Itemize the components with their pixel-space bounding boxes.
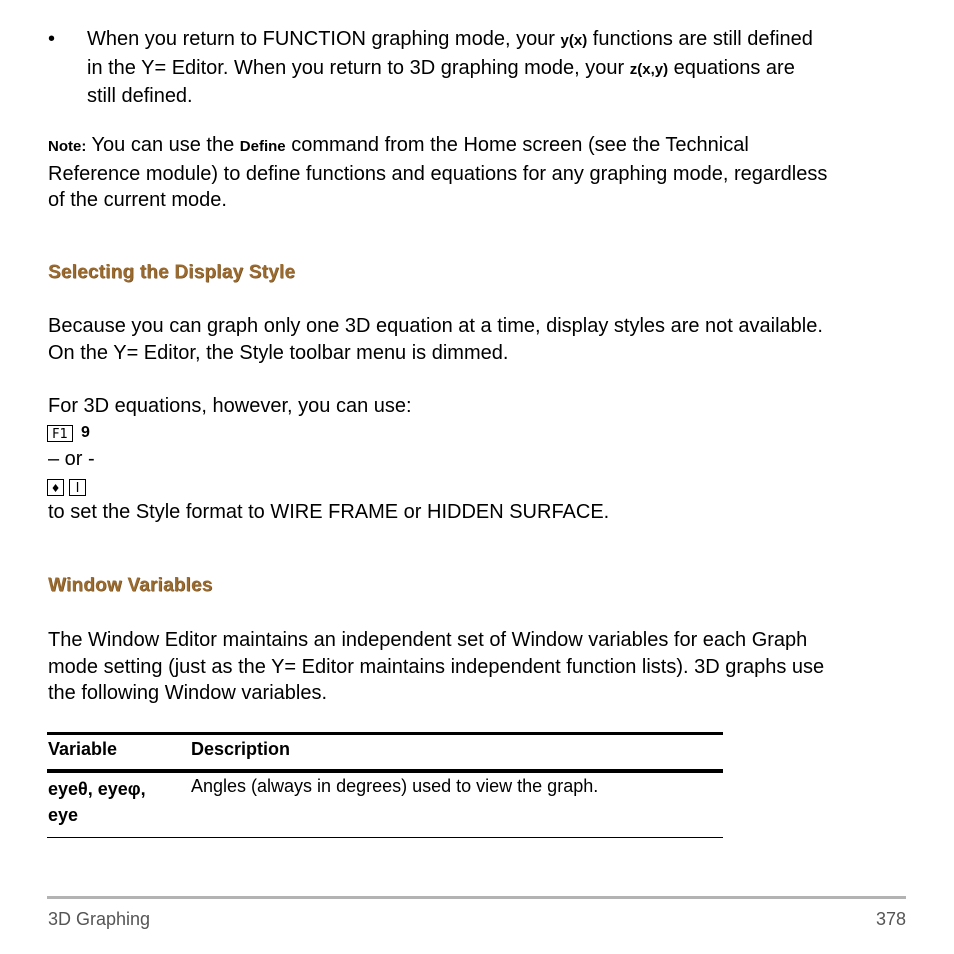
note-text: command from the Home screen (see the Technical xyxy=(285,134,749,156)
section-heading-window-variables: Window Variables xyxy=(48,575,213,596)
bullet-line-1 xyxy=(87,26,917,55)
footer-rule xyxy=(47,896,906,899)
use-intro: For 3D equations, however, you can use: xyxy=(48,395,412,417)
bullet-marker: • xyxy=(48,28,56,50)
note-line-2: Reference module) to define functions and equations for any graphing mode, regardless xyxy=(48,162,828,185)
key-9: 9 xyxy=(81,424,90,441)
f1-key-icon: F1 xyxy=(47,425,73,442)
bullet-text: When you return to FUNCTION graphing mode, your xyxy=(87,28,561,50)
bullet-line-3: still defined. xyxy=(87,85,193,107)
table-cell-variable xyxy=(48,776,183,828)
table-cell-description: Angles (always in degrees) used to view the graph. xyxy=(191,776,599,796)
footer-section-title: 3D Graphing xyxy=(48,909,151,929)
set-style-text: to set the Style format to WIRE FRAME or HIDDEN SURFACE. xyxy=(48,501,610,523)
display-style-line-2: On the Y= Editor, the Style toolbar menu is dimmed. xyxy=(48,341,509,364)
table-header-description: Description xyxy=(191,739,291,759)
variable-eye: eye xyxy=(48,805,79,825)
diamond-key-icon: ♦ xyxy=(47,479,64,496)
display-style-paragraph xyxy=(48,313,928,366)
bullet-text: equations are xyxy=(668,56,795,79)
note-label: Note: xyxy=(48,138,87,155)
window-variables-line-2: mode setting (just as the Y= Editor maintains independent function lists). 3D graphs use xyxy=(48,655,825,678)
table-header-variable: Variable xyxy=(48,739,118,759)
code-define: Define xyxy=(239,138,286,155)
section-heading-display-style: Selecting the Display Style xyxy=(48,262,296,283)
bullet-text: in the Y= Editor. When you return to 3D graphing mode, your xyxy=(87,56,630,79)
window-variables-line-1: The Window Editor maintains an independent set of Window variables for each Graph xyxy=(48,629,808,651)
variable-eye-angles: eyeθ, eyeφ, xyxy=(48,779,146,799)
code-yx: y(x) xyxy=(560,32,588,49)
keystroke-diamond-i xyxy=(47,476,91,498)
or-separator: – or - xyxy=(48,448,95,470)
note-paragraph xyxy=(48,132,928,214)
display-style-line-1: Because you can graph only one 3D equation at a time, display styles are not available. xyxy=(48,315,823,337)
window-variables-paragraph xyxy=(48,627,928,707)
code-zxy: z(x,y) xyxy=(629,60,669,78)
footer-page-number: 378 xyxy=(875,909,906,929)
keystroke-f1-9 xyxy=(47,422,90,444)
bullet-text: functions are still defined xyxy=(587,28,813,50)
window-variables-line-3: the following Window variables. xyxy=(48,682,328,704)
bullet-paragraph xyxy=(87,26,917,110)
note-text: You can use the xyxy=(86,134,240,156)
i-key-icon: I xyxy=(69,479,86,496)
note-line-1 xyxy=(48,132,928,161)
table-top-rule xyxy=(47,732,723,735)
bullet-line-2 xyxy=(87,55,917,84)
table-bottom-rule xyxy=(47,837,723,838)
note-line-3: of the current mode. xyxy=(48,189,227,211)
